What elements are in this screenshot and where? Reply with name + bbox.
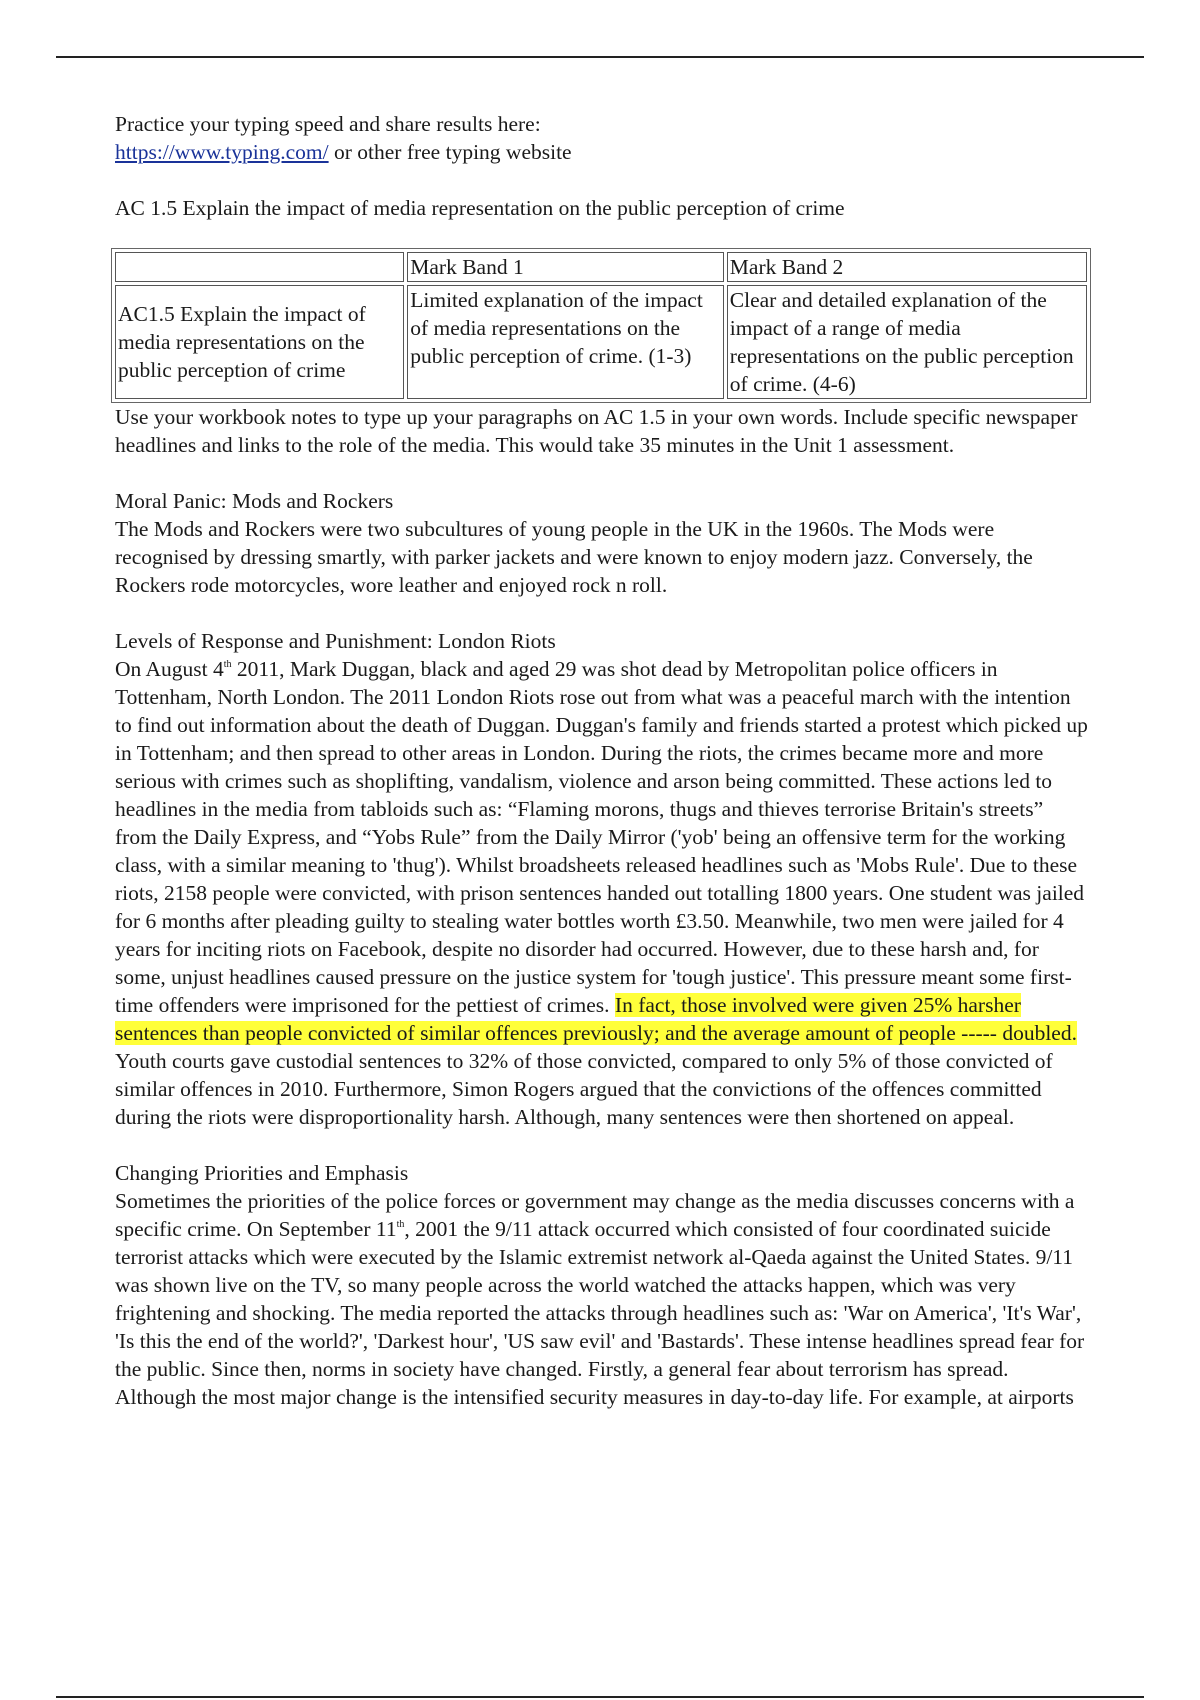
mark-band-table bbox=[111, 248, 1091, 403]
table-header-cell bbox=[115, 252, 404, 282]
task-heading: AC 1.5 Explain the impact of media representation on the public perception of crime bbox=[115, 196, 845, 220]
instructions-paragraph: Use your workbook notes to type up your paragraphs on AC 1.5 in your own words. Include specific newspaper headlines and links to the role of the media. This would take 35 minutes in the Unit 1 assessment. bbox=[115, 405, 1078, 457]
section-heading: Levels of Response and Punishment: London Riots bbox=[115, 629, 556, 653]
typing-link-line bbox=[115, 138, 1090, 166]
bottom-rule bbox=[56, 1696, 1144, 1698]
section-heading: Moral Panic: Mods and Rockers bbox=[115, 489, 394, 513]
band-1-cell: Limited explanation of the impact of media representations on the public perception of crime. (1-3) bbox=[407, 285, 724, 399]
table-header-row bbox=[115, 252, 1087, 282]
typing-link-suffix: or other free typing website bbox=[328, 140, 572, 164]
band-2-cell: Clear and detailed explanation of the impact of a range of media representations on the public perception of crime. (4-6) bbox=[727, 285, 1087, 399]
top-rule bbox=[56, 56, 1144, 58]
highlighted-text: In fact, those involved were given 25% harsher sentences than people convicted of similar offences previously; and the average amount of people ----- doubled. bbox=[115, 993, 1077, 1045]
table-header-cell: Mark Band 2 bbox=[727, 252, 1087, 282]
table-header-cell: Mark Band 1 bbox=[407, 252, 724, 282]
section-paragraph: The Mods and Rockers were two subcultures of young people in the UK in the 1960s. The Mods were recognised by dressing smartly, with parker jackets and were known to enjoy modern jazz. Conversely, the Rockers rode motorcycles, wore leather and enjoyed rock n roll. bbox=[115, 517, 1033, 597]
section-paragraph: On August 4th 2011, Mark Duggan, black and aged 29 was shot dead by Metropolitan police officers in Tottenham, North London. The 2011 London Riots rose out from what was a peaceful march with the intention to find out information about the death of Duggan. Duggan's family and friends started a protest which picked up in Tottenham; and then spread to other areas in London. During the riots, the crimes became more and more serious with crimes such as shoplifting, vandalism, violence and arson being committed. These actions led to headlines in the media from tabloids such as: “Flaming morons, thugs and thieves terrorise Britain's streets” from the Daily Express, and “Yobs Rule” from the Daily Mirror ('yob' being an offensive term for the working class, with a similar meaning to 'thug'). Whilst broadsheets released headlines such as 'Mobs Rule'. Due to these riots, 2158 people were convicted, with prison sentences handed out totalling 1800 years. One student was jailed for 6 months after pleading guilty to stealing water bottles worth £3.50. Meanwhile, two men were jailed for 4 years for inciting riots on Facebook, despite no disorder had occurred. However, due to these harsh and, for some, unjust headlines caused pressure on the justice system for 'tough justice'. This pressure meant some first-time offenders were imprisoned for the pettiest of crimes. In fact, those involved were given 25% harsher sentences than people convicted of similar offences previously; and the average amount of people ----- doubled. Youth courts gave custodial sentences to 32% of those convicted, compared to only 5% of those convicted of similar offences in 2010. Furthermore, Simon Rogers argued that the convictions of the offences committed during the riots were disproportionality harsh. Although, many sentences were then shortened on appeal. bbox=[115, 657, 1088, 1129]
section-paragraph: Sometimes the priorities of the police forces or government may change as the media discusses concerns with a specific crime. On September 11th, 2001 the 9/11 attack occurred which consisted of four coordinated suicide terrorist attacks which were executed by the Islamic extremist network al-Qaeda against the United States. 9/11 was shown live on the TV, so many people across the world watched the attacks happen, which was very frightening and shocking. The media reported the attacks through headlines such as: 'War on America', 'It's War', 'Is this the end of the world?', 'Darkest hour', 'US saw evil' and 'Bastards'. These intense headlines spread fear for the public. Since then, norms in society have changed. Firstly, a general fear about terrorism has spread. Although the most major change is the intensified security measures in day-to-day life. For example, at airports bbox=[115, 1189, 1085, 1409]
table-row bbox=[115, 285, 1087, 399]
typing-link[interactable]: https://www.typing.com/ bbox=[115, 140, 329, 164]
criterion-cell: AC1.5 Explain the impact of media representations on the public perception of crime bbox=[115, 285, 404, 399]
document-body bbox=[115, 110, 1090, 1411]
typing-instruction: Practice your typing speed and share results here: bbox=[115, 112, 541, 136]
section-heading: Changing Priorities and Emphasis bbox=[115, 1161, 409, 1185]
